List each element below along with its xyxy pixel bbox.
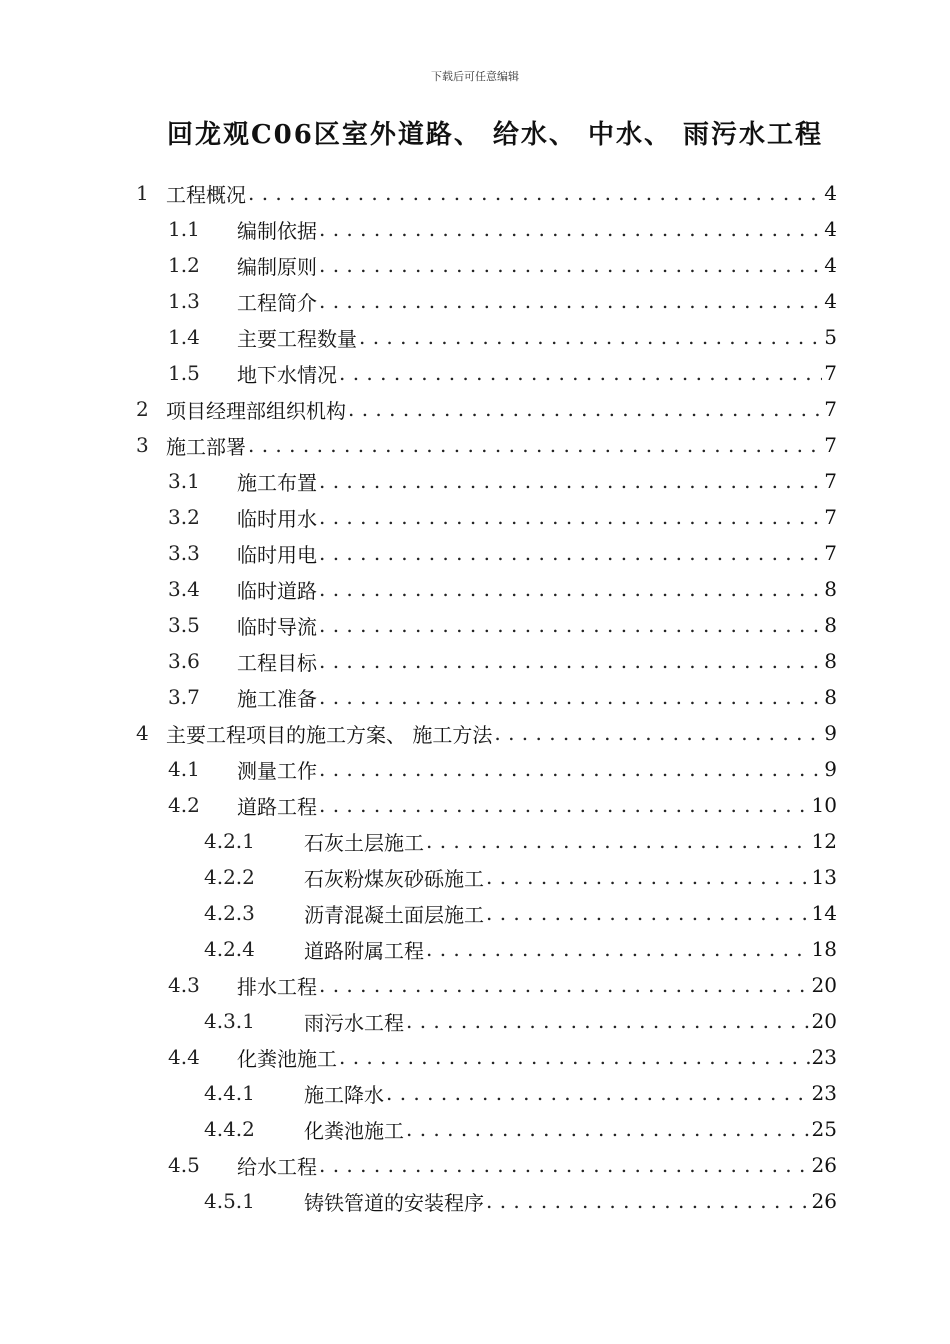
toc-entry-page: 7 [824, 361, 837, 385]
toc-entry-number: 4.1 [168, 757, 200, 781]
toc-leader-dots [319, 1154, 810, 1176]
toc-entry-page: 7 [824, 397, 837, 421]
toc-entry-title: 工程目标 [237, 650, 317, 675]
toc-entry-title: 铸铁管道的安装程序 [304, 1190, 484, 1215]
toc-entry-number: 1.1 [168, 217, 200, 241]
toc-entry-page: 7 [824, 541, 837, 565]
toc-leader-dots [359, 326, 822, 348]
toc-entry[interactable] [204, 1075, 837, 1111]
toc-entry-title: 编制原则 [237, 254, 317, 279]
toc-entry[interactable] [168, 247, 837, 283]
toc-entry-page: 26 [811, 1153, 837, 1177]
toc-entry-title: 化粪池施工 [237, 1046, 337, 1071]
toc-entry[interactable] [168, 751, 837, 787]
toc-leader-dots [486, 1190, 810, 1212]
toc-leader-dots [319, 578, 822, 600]
toc-entry[interactable] [168, 1039, 837, 1075]
toc-entry-title: 沥青混凝土面层施工 [304, 902, 484, 927]
toc-entry-page: 26 [811, 1189, 837, 1213]
toc-entry-page: 8 [824, 613, 837, 637]
toc-entry-title: 给水工程 [237, 1154, 317, 1179]
toc-leader-dots [319, 686, 822, 708]
toc-entry-page: 10 [811, 793, 837, 817]
toc-entry-title: 工程简介 [237, 290, 317, 315]
toc-entry-title: 石灰土层施工 [304, 830, 424, 855]
toc-entry-title: 道路附属工程 [304, 938, 424, 963]
toc-entry-number: 4.2.1 [204, 829, 255, 853]
toc-leader-dots [486, 902, 810, 924]
toc-entry-number: 2 [136, 397, 149, 421]
toc-leader-dots [319, 470, 822, 492]
toc-entry[interactable] [168, 463, 837, 499]
toc-entry-number: 3.3 [168, 541, 200, 565]
toc-entry-number: 4.2.2 [204, 865, 255, 889]
toc-entry-title: 地下水情况 [237, 362, 337, 387]
toc-entry-page: 25 [811, 1117, 837, 1141]
toc-entry[interactable] [168, 571, 837, 607]
toc-entry[interactable] [168, 355, 837, 391]
toc-entry[interactable] [204, 859, 837, 895]
toc-entry-page: 8 [824, 577, 837, 601]
toc-leader-dots [348, 398, 822, 420]
toc-entry-title: 临时导流 [237, 614, 317, 639]
toc-entry-title: 施工布置 [237, 470, 317, 495]
toc-leader-dots [319, 614, 822, 636]
toc-entry-page: 23 [811, 1081, 837, 1105]
toc-entry[interactable] [204, 1111, 837, 1147]
toc-entry[interactable] [136, 427, 837, 463]
toc-entry[interactable] [204, 931, 837, 967]
toc-entry-title: 临时用电 [237, 542, 317, 567]
toc-entry-page: 9 [824, 757, 837, 781]
toc-entry-number: 4.2.4 [204, 937, 255, 961]
toc-entry-page: 8 [824, 685, 837, 709]
toc-entry-number: 4.3.1 [204, 1009, 255, 1033]
toc-entry-number: 4.4.1 [204, 1081, 255, 1105]
toc-entry-number: 3.1 [168, 469, 200, 493]
toc-entry-title: 排水工程 [237, 974, 317, 999]
toc-entry-number: 1.3 [168, 289, 200, 313]
toc-leader-dots [319, 290, 822, 312]
toc-entry-page: 13 [811, 865, 837, 889]
toc-entry-title: 工程概况 [166, 182, 246, 207]
toc-entry-number: 4.5 [168, 1153, 200, 1177]
toc-entry-title: 临时用水 [237, 506, 317, 531]
toc-entry-page: 20 [811, 973, 837, 997]
toc-entry-number: 4.4 [168, 1045, 200, 1069]
toc-entry[interactable] [204, 895, 837, 931]
toc-leader-dots [248, 434, 822, 456]
toc-entry-title: 施工降水 [304, 1082, 384, 1107]
toc-entry[interactable] [168, 319, 837, 355]
toc-entry-page: 4 [824, 217, 837, 241]
toc-entry-page: 18 [811, 937, 837, 961]
toc-entry-number: 4 [136, 721, 149, 745]
toc-entry-title: 施工准备 [237, 686, 317, 711]
toc-entry[interactable] [168, 787, 837, 823]
toc-entry-title: 主要工程数量 [237, 326, 357, 351]
toc-entry[interactable] [168, 679, 837, 715]
toc-entry[interactable] [168, 643, 837, 679]
toc-entry-number: 4.2 [168, 793, 200, 817]
toc-leader-dots [426, 938, 810, 960]
toc-entry-number: 4.2.3 [204, 901, 255, 925]
toc-entry-title: 主要工程项目的施工方案、 施工方法 [166, 722, 493, 747]
toc-entry-title: 化粪池施工 [304, 1118, 404, 1143]
toc-leader-dots [494, 722, 822, 744]
toc-entry-page: 8 [824, 649, 837, 673]
document-title: 回龙观C06区室外道路、 给水、 中水、 雨污水工程 [166, 120, 824, 150]
toc-entry-number: 3.6 [168, 649, 200, 673]
toc-entry-page: 4 [824, 289, 837, 313]
toc-entry-title: 临时道路 [237, 578, 317, 603]
toc-leader-dots [339, 362, 822, 384]
toc-entry-number: 1.5 [168, 361, 200, 385]
toc-entry[interactable] [168, 535, 837, 571]
toc-entry[interactable] [204, 1003, 837, 1039]
toc-leader-dots [339, 1046, 810, 1068]
toc-leader-dots [319, 542, 822, 564]
toc-leader-dots [319, 254, 822, 276]
toc-entry-page: 4 [824, 181, 837, 205]
toc-entry-page: 23 [811, 1045, 837, 1069]
toc-leader-dots [248, 182, 822, 204]
toc-leader-dots [406, 1118, 810, 1140]
toc-leader-dots [319, 218, 822, 240]
toc-entry[interactable] [168, 607, 837, 643]
toc-entry-title: 雨污水工程 [304, 1010, 404, 1035]
toc-leader-dots [319, 974, 810, 996]
toc-entry-number: 3.2 [168, 505, 200, 529]
toc-entry[interactable] [204, 1183, 837, 1219]
toc-entry-number: 3.7 [168, 685, 200, 709]
toc-entry-number: 4.3 [168, 973, 200, 997]
toc-leader-dots [406, 1010, 810, 1032]
toc-leader-dots [486, 866, 810, 888]
toc-entry-number: 3 [136, 433, 149, 457]
toc-entry-number: 1 [136, 181, 149, 205]
toc-entry-title: 石灰粉煤灰砂砾施工 [304, 866, 484, 891]
toc-entry[interactable] [168, 1147, 837, 1183]
toc-entry[interactable] [204, 823, 837, 859]
toc-entry[interactable] [136, 175, 837, 211]
toc-entry-page: 7 [824, 505, 837, 529]
toc-entry-page: 14 [811, 901, 837, 925]
toc-entry[interactable] [136, 715, 837, 751]
toc-entry-page: 5 [824, 325, 837, 349]
toc-entry-page: 20 [811, 1009, 837, 1033]
toc-leader-dots [386, 1082, 810, 1104]
toc-entry[interactable] [136, 391, 837, 427]
toc-entry[interactable] [168, 211, 837, 247]
toc-entry-title: 项目经理部组织机构 [166, 398, 346, 423]
toc-entry[interactable] [168, 967, 837, 1003]
toc-leader-dots [319, 650, 822, 672]
toc-entry-number: 4.5.1 [204, 1189, 255, 1213]
toc-entry-page: 4 [824, 253, 837, 277]
toc-entry-number: 3.4 [168, 577, 200, 601]
toc-leader-dots [319, 506, 822, 528]
toc-entry-number: 1.2 [168, 253, 200, 277]
toc-entry-page: 12 [811, 829, 837, 853]
toc-entry-page: 7 [824, 433, 837, 457]
toc-entry-title: 道路工程 [237, 794, 317, 819]
toc-leader-dots [426, 830, 810, 852]
toc-entry-number: 3.5 [168, 613, 200, 637]
toc-leader-dots [319, 758, 822, 780]
header-note: 下载后可任意编辑 [431, 70, 519, 83]
toc-entry-title: 编制依据 [237, 218, 317, 243]
toc-entry-number: 4.4.2 [204, 1117, 255, 1141]
toc-entry[interactable] [168, 499, 837, 535]
toc-entry[interactable] [168, 283, 837, 319]
toc-entry-page: 9 [824, 721, 837, 745]
toc-entry-page: 7 [824, 469, 837, 493]
toc-entry-title: 测量工作 [237, 758, 317, 783]
toc-leader-dots [319, 794, 810, 816]
toc-entry-title: 施工部署 [166, 434, 246, 459]
toc-entry-number: 1.4 [168, 325, 200, 349]
